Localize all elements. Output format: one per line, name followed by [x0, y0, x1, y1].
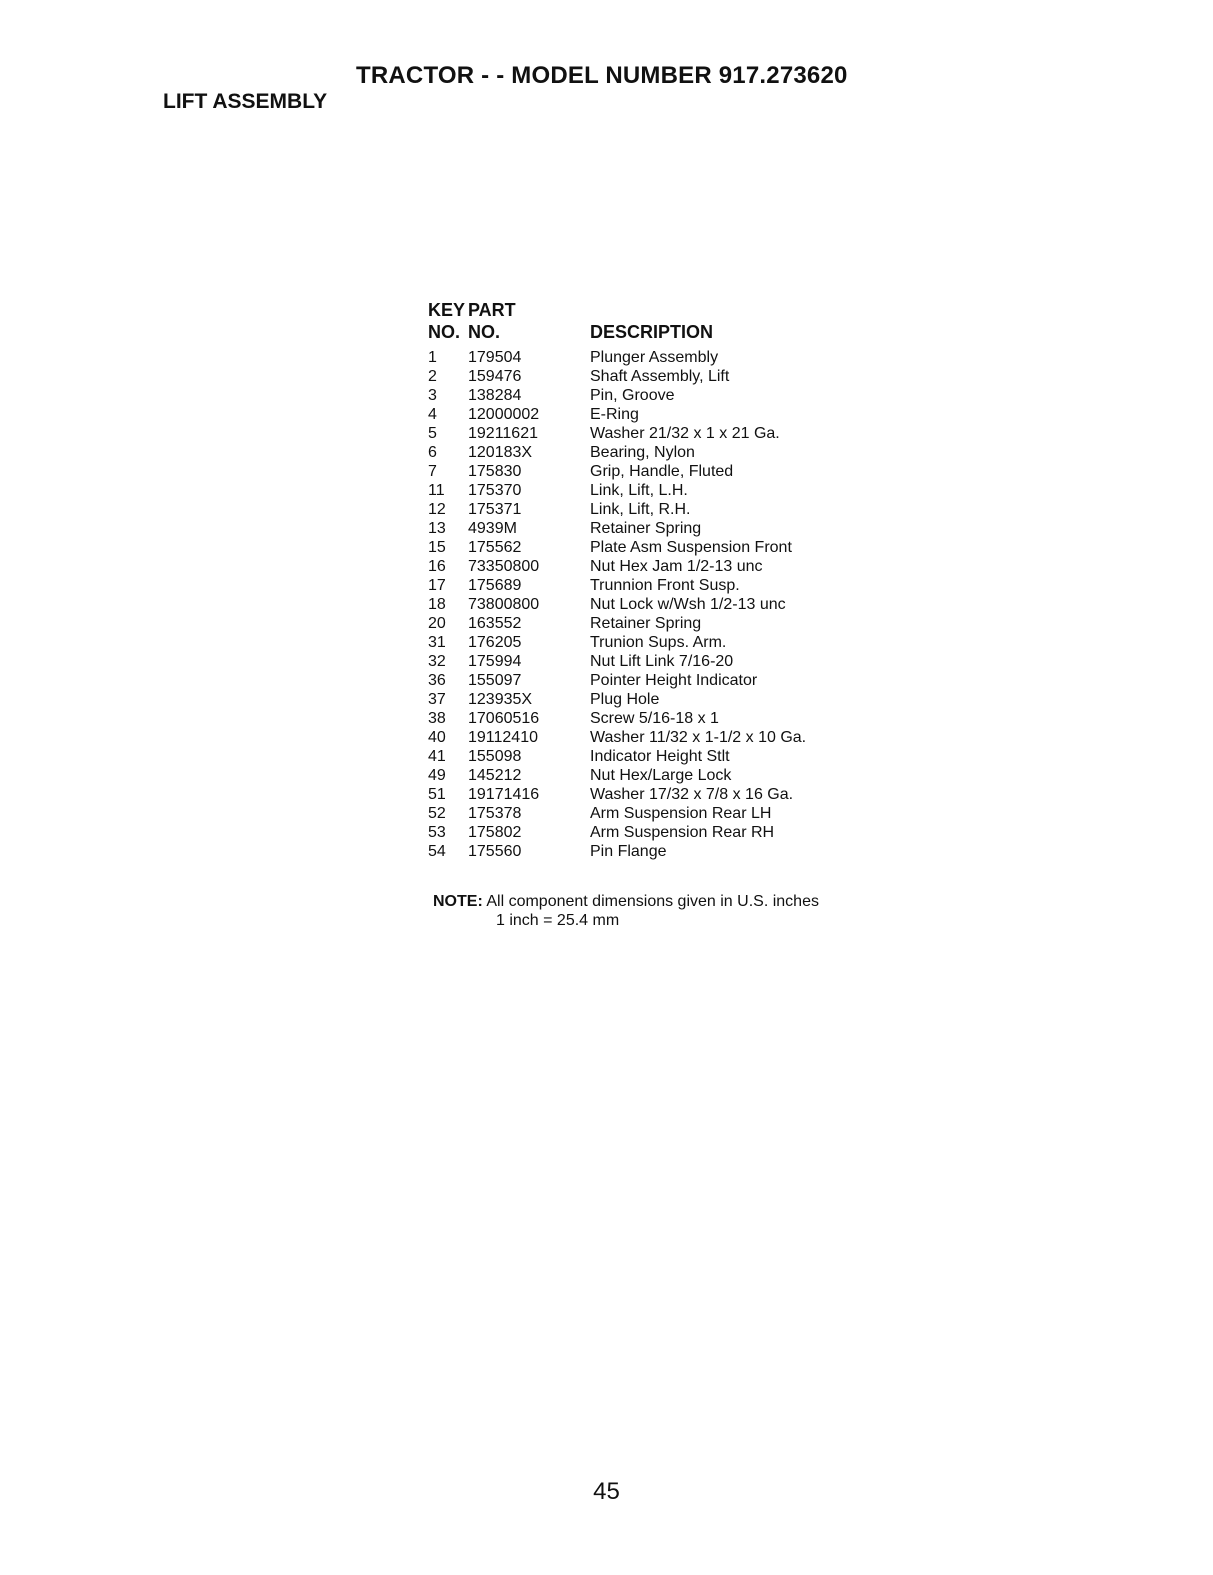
key-no-cell: 5	[428, 425, 437, 442]
table-row	[428, 804, 888, 823]
key-no-cell: 17	[428, 577, 446, 594]
part-no-cell: 175689	[468, 577, 522, 594]
part-no-cell: 163552	[468, 615, 522, 632]
table-row	[428, 500, 888, 519]
header-description: DESCRIPTION	[590, 322, 714, 342]
key-no-cell: 12	[428, 501, 446, 518]
description-cell: Arm Suspension Rear RH	[590, 824, 775, 841]
part-no-cell: 73350800	[468, 558, 540, 575]
header-part-line2: NO.	[468, 322, 501, 342]
description-cell: Washer 17/32 x 7/8 x 16 Ga.	[590, 786, 794, 803]
key-no-cell: 2	[428, 368, 437, 385]
description-cell: Link, Lift, L.H.	[590, 482, 688, 499]
description-cell: Nut Lift Link 7/16-20	[590, 653, 734, 670]
part-no-cell: 175802	[468, 824, 522, 841]
description-cell: Arm Suspension Rear LH	[590, 805, 772, 822]
key-no-cell: 53	[428, 824, 446, 841]
part-no-cell: 120183X	[468, 444, 533, 461]
description-cell: Nut Hex/Large Lock	[590, 767, 732, 784]
table-row	[428, 785, 888, 804]
description-cell: E-Ring	[590, 406, 639, 423]
table-row	[428, 576, 888, 595]
part-no-cell: 175562	[468, 539, 522, 556]
part-no-cell: 176205	[468, 634, 522, 651]
table-row	[428, 690, 888, 709]
key-no-cell: 4	[428, 406, 437, 423]
key-no-cell: 6	[428, 444, 437, 461]
description-cell: Grip, Handle, Fluted	[590, 463, 734, 480]
table-row	[428, 595, 888, 614]
key-no-cell: 18	[428, 596, 446, 613]
key-no-cell: 41	[428, 748, 446, 765]
description-cell: Nut Lock w/Wsh 1/2-13 unc	[590, 596, 786, 613]
description-cell: Washer 11/32 x 1-1/2 x 10 Ga.	[590, 729, 807, 746]
table-row	[428, 538, 888, 557]
key-no-cell: 13	[428, 520, 446, 537]
table-row	[428, 367, 888, 386]
key-no-cell: 52	[428, 805, 446, 822]
header-part-line1: PART	[468, 300, 516, 320]
part-no-cell: 175371	[468, 501, 522, 518]
table-row	[428, 709, 888, 728]
key-no-cell: 38	[428, 710, 446, 727]
description-cell: Plate Asm Suspension Front	[590, 539, 792, 556]
key-no-cell: 7	[428, 463, 437, 480]
description-cell: Retainer Spring	[590, 615, 702, 632]
key-no-cell: 1	[428, 349, 437, 366]
description-cell: Pin Flange	[590, 843, 667, 860]
part-no-cell: 17060516	[468, 710, 540, 727]
description-cell: Nut Hex Jam 1/2-13 unc	[590, 558, 763, 575]
description-cell: Trunnion Front Susp.	[590, 577, 740, 594]
table-row	[428, 519, 888, 538]
description-cell: Link, Lift, R.H.	[590, 501, 691, 518]
key-no-cell: 20	[428, 615, 446, 632]
part-no-cell: 73800800	[468, 596, 540, 613]
description-cell: Screw 5/16-18 x 1	[590, 710, 719, 727]
table-row	[428, 766, 888, 785]
page-number: 45	[593, 1478, 620, 1505]
description-cell: Trunion Sups. Arm.	[590, 634, 727, 651]
parts-table-header	[428, 298, 888, 348]
table-row	[428, 614, 888, 633]
key-no-cell: 51	[428, 786, 446, 803]
note	[433, 892, 819, 930]
part-no-cell: 19112410	[468, 729, 538, 746]
description-cell: Washer 21/32 x 1 x 21 Ga.	[590, 425, 780, 442]
key-no-cell: 31	[428, 634, 446, 651]
key-no-cell: 37	[428, 691, 446, 708]
description-cell: Plug Hole	[590, 691, 660, 708]
table-row	[428, 443, 888, 462]
key-no-cell: 54	[428, 843, 446, 860]
part-no-cell: 19211621	[468, 425, 538, 442]
table-row	[428, 405, 888, 424]
part-no-cell: 4939M	[468, 520, 517, 537]
table-row	[428, 633, 888, 652]
description-cell: Pin, Groove	[590, 387, 675, 404]
table-row	[428, 823, 888, 842]
key-no-cell: 36	[428, 672, 446, 689]
table-row	[428, 386, 888, 405]
table-row	[428, 652, 888, 671]
key-no-cell: 32	[428, 653, 446, 670]
table-row	[428, 671, 888, 690]
description-cell: Bearing, Nylon	[590, 444, 695, 461]
description-cell: Plunger Assembly	[590, 349, 719, 366]
table-row	[428, 348, 888, 367]
key-no-cell: 16	[428, 558, 446, 575]
table-row	[428, 728, 888, 747]
key-no-cell: 15	[428, 539, 446, 556]
table-row	[428, 842, 888, 861]
table-row	[428, 424, 888, 443]
part-no-cell: 179504	[468, 349, 522, 366]
header-key-line1: KEY	[428, 300, 466, 320]
note-line2: 1 inch = 25.4 mm	[496, 912, 620, 929]
page-title: TRACTOR - - MODEL NUMBER 917.273620	[356, 62, 848, 89]
description-cell: Retainer Spring	[590, 520, 702, 537]
header-key-line2: NO.	[428, 322, 461, 342]
part-no-cell: 12000002	[468, 406, 540, 423]
part-no-cell: 145212	[468, 767, 522, 784]
table-row	[428, 462, 888, 481]
description-cell: Indicator Height Stlt	[590, 748, 730, 765]
part-no-cell: 175370	[468, 482, 522, 499]
section-title: LIFT ASSEMBLY	[163, 90, 328, 113]
part-no-cell: 138284	[468, 387, 522, 404]
key-no-cell: 49	[428, 767, 446, 784]
part-no-cell: 155098	[468, 748, 522, 765]
part-no-cell: 175560	[468, 843, 522, 860]
part-no-cell: 19171416	[468, 786, 540, 803]
part-no-cell: 155097	[468, 672, 522, 689]
part-no-cell: 175830	[468, 463, 522, 480]
description-cell: Shaft Assembly, Lift	[590, 368, 730, 385]
table-row	[428, 481, 888, 500]
key-no-cell: 3	[428, 387, 437, 404]
key-no-cell: 11	[428, 482, 445, 499]
part-no-cell: 123935X	[468, 691, 533, 708]
part-no-cell: 159476	[468, 368, 522, 385]
note-line1: All component dimensions given in U.S. inches	[486, 893, 819, 910]
table-row	[428, 747, 888, 766]
part-no-cell: 175378	[468, 805, 522, 822]
parts-list	[428, 348, 888, 861]
key-no-cell: 40	[428, 729, 446, 746]
parts-table	[428, 298, 888, 861]
table-row	[428, 557, 888, 576]
part-no-cell: 175994	[468, 653, 522, 670]
note-label: NOTE:	[433, 893, 483, 910]
description-cell: Pointer Height Indicator	[590, 672, 758, 689]
